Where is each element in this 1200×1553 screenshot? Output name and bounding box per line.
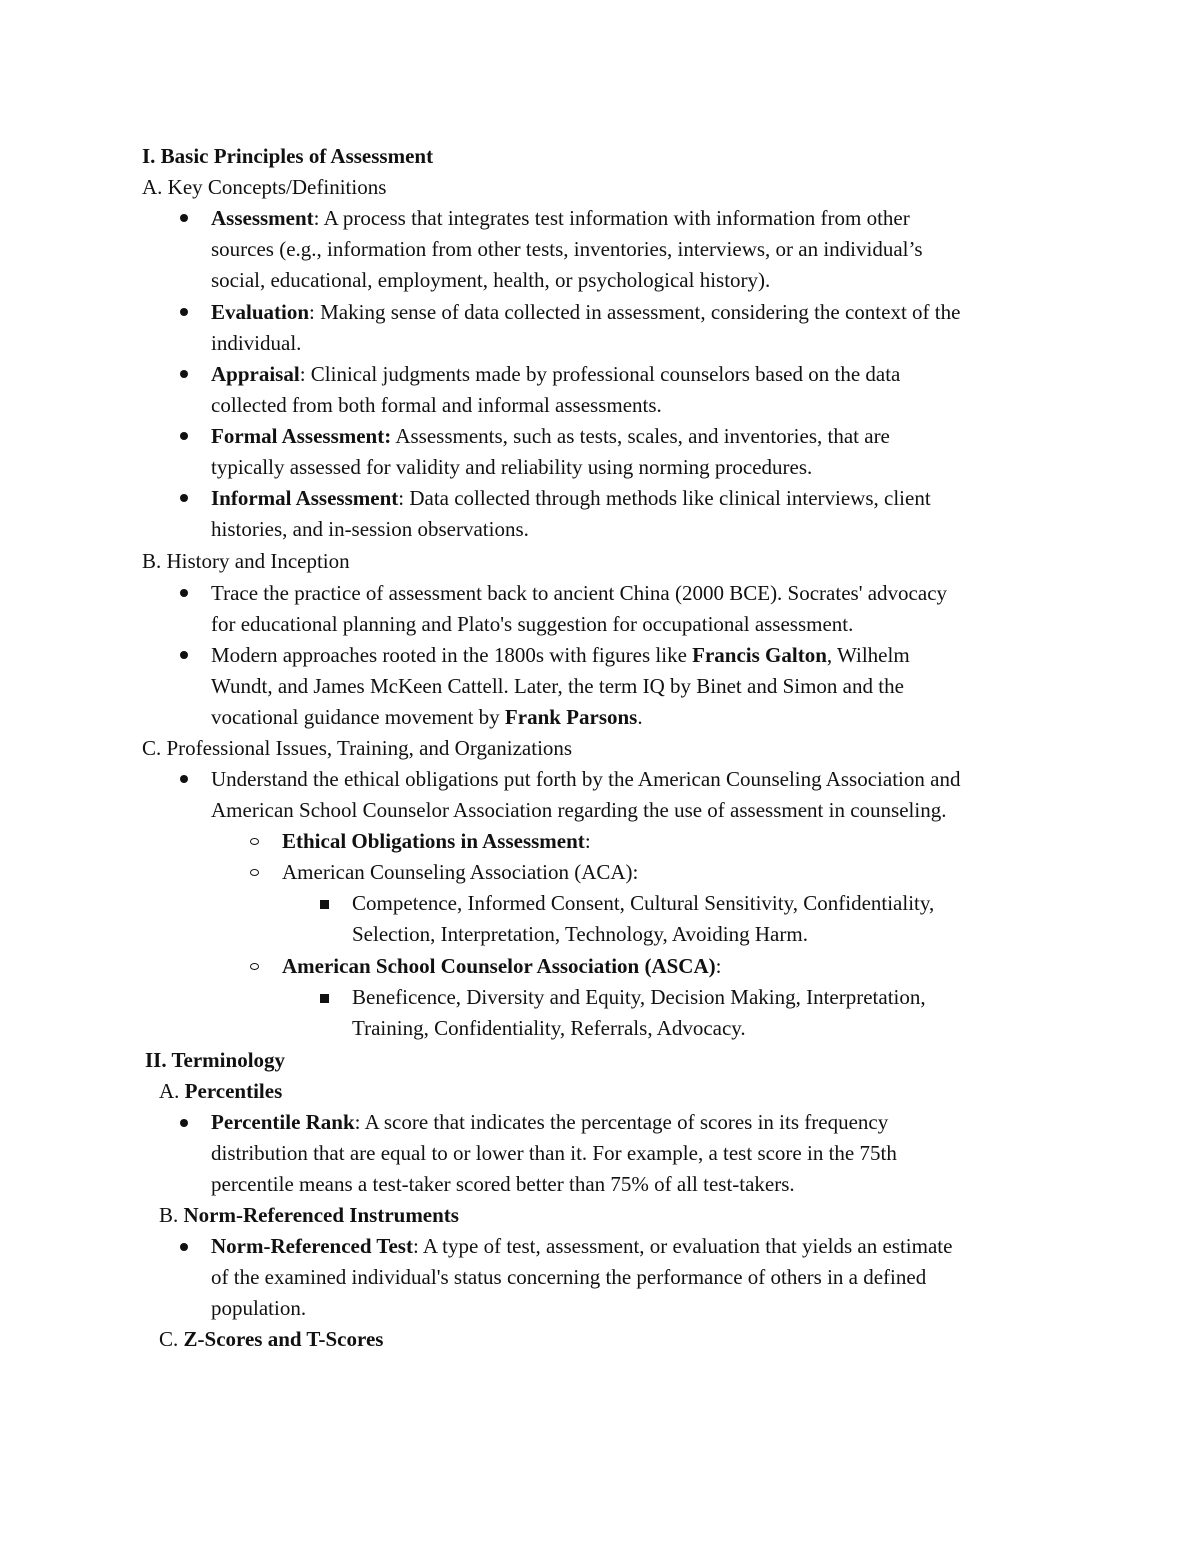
bullet-dot-icon <box>180 432 188 440</box>
sub-sub-list-item: Competence, Informed Consent, Cultural Sensitivity, Confidentiality, <box>352 891 935 915</box>
bullet-dot-icon <box>180 370 188 378</box>
subsection-heading: A. Key Concepts/Definitions <box>142 175 387 199</box>
list-item: Formal Assessment: Assessments, such as tests, scales, and inventories, that are <box>211 424 890 448</box>
list-item: Evaluation: Making sense of data collected in assessment, considering the context of the <box>211 300 961 324</box>
list-item-continuation: Wundt, and James McKeen Cattell. Later, the term IQ by Binet and Simon and the <box>211 674 904 698</box>
list-item-continuation: Training, Confidentiality, Referrals, Advocacy. <box>352 1016 746 1040</box>
subsection-heading: B. Norm-Referenced Instruments <box>159 1203 459 1227</box>
bullet-square-icon <box>320 900 329 909</box>
list-item-continuation: vocational guidance movement by Frank Parsons. <box>211 705 643 729</box>
bullet-dot-icon <box>180 494 188 502</box>
bullet-dot-icon <box>180 651 188 659</box>
list-item-continuation: for educational planning and Plato's suggestion for occupational assessment. <box>211 612 854 636</box>
list-item: Informal Assessment: Data collected through methods like clinical interviews, client <box>211 486 931 510</box>
sub-list-item: American School Counselor Association (ASCA): <box>282 954 722 978</box>
list-item-continuation: collected from both formal and informal assessments. <box>211 393 662 417</box>
sub-sub-list-item: Beneficence, Diversity and Equity, Decision Making, Interpretation, <box>352 985 926 1009</box>
subsection-heading: C. Z-Scores and T-Scores <box>159 1327 384 1351</box>
bullet-dot-icon <box>180 1243 188 1251</box>
sub-list-item: Ethical Obligations in Assessment: <box>282 829 591 853</box>
list-item-continuation: American School Counselor Association regarding the use of assessment in counseling. <box>211 798 947 822</box>
list-item-continuation: Selection, Interpretation, Technology, Avoiding Harm. <box>352 922 808 946</box>
section-heading: II. Terminology <box>145 1048 286 1072</box>
list-item: Percentile Rank: A score that indicates the percentage of scores in its frequency <box>211 1110 889 1134</box>
list-item: Modern approaches rooted in the 1800s with figures like Francis Galton, Wilhelm <box>211 643 910 667</box>
bullet-dot-icon <box>180 775 188 783</box>
list-item: Understand the ethical obligations put forth by the American Counseling Association and <box>211 767 961 791</box>
list-item-continuation: distribution that are equal to or lower than it. For example, a test score in the 75th <box>211 1141 897 1165</box>
bullet-dot-icon <box>180 1119 188 1127</box>
list-item: Assessment: A process that integrates test information with information from other <box>211 206 910 230</box>
list-item: Norm-Referenced Test: A type of test, assessment, or evaluation that yields an estimate <box>211 1234 953 1258</box>
list-item-continuation: population. <box>211 1296 307 1320</box>
list-item: Trace the practice of assessment back to ancient China (2000 BCE). Socrates' advocacy <box>211 581 948 605</box>
bullet-dot-icon <box>180 214 188 222</box>
bullet-dot-icon <box>180 589 188 597</box>
list-item-continuation: social, educational, employment, health, or psychological history). <box>211 268 771 292</box>
bullet-circle-icon <box>250 838 259 845</box>
list-item-continuation: histories, and in-session observations. <box>211 517 529 541</box>
list-item-continuation: percentile means a test-taker scored better than 75% of all test-takers. <box>211 1172 795 1196</box>
bullet-circle-icon <box>250 869 259 876</box>
list-item: Appraisal: Clinical judgments made by professional counselors based on the data <box>211 362 901 386</box>
list-item-continuation: typically assessed for validity and reliability using norming procedures. <box>211 455 813 479</box>
bullet-square-icon <box>320 994 329 1003</box>
sub-list-item: American Counseling Association (ACA): <box>282 860 639 884</box>
subsection-heading: B. History and Inception <box>142 549 350 573</box>
list-item-continuation: of the examined individual's status concerning the performance of others in a defined <box>211 1265 927 1289</box>
bullet-dot-icon <box>180 308 188 316</box>
list-item-continuation: sources (e.g., information from other tests, inventories, interviews, or an individual’s <box>211 237 923 261</box>
subsection-heading: A. Percentiles <box>159 1079 283 1103</box>
list-item-continuation: individual. <box>211 331 302 355</box>
bullet-circle-icon <box>250 963 259 970</box>
section-heading: I. Basic Principles of Assessment <box>142 144 434 168</box>
subsection-heading: C. Professional Issues, Training, and Organizations <box>142 736 573 760</box>
